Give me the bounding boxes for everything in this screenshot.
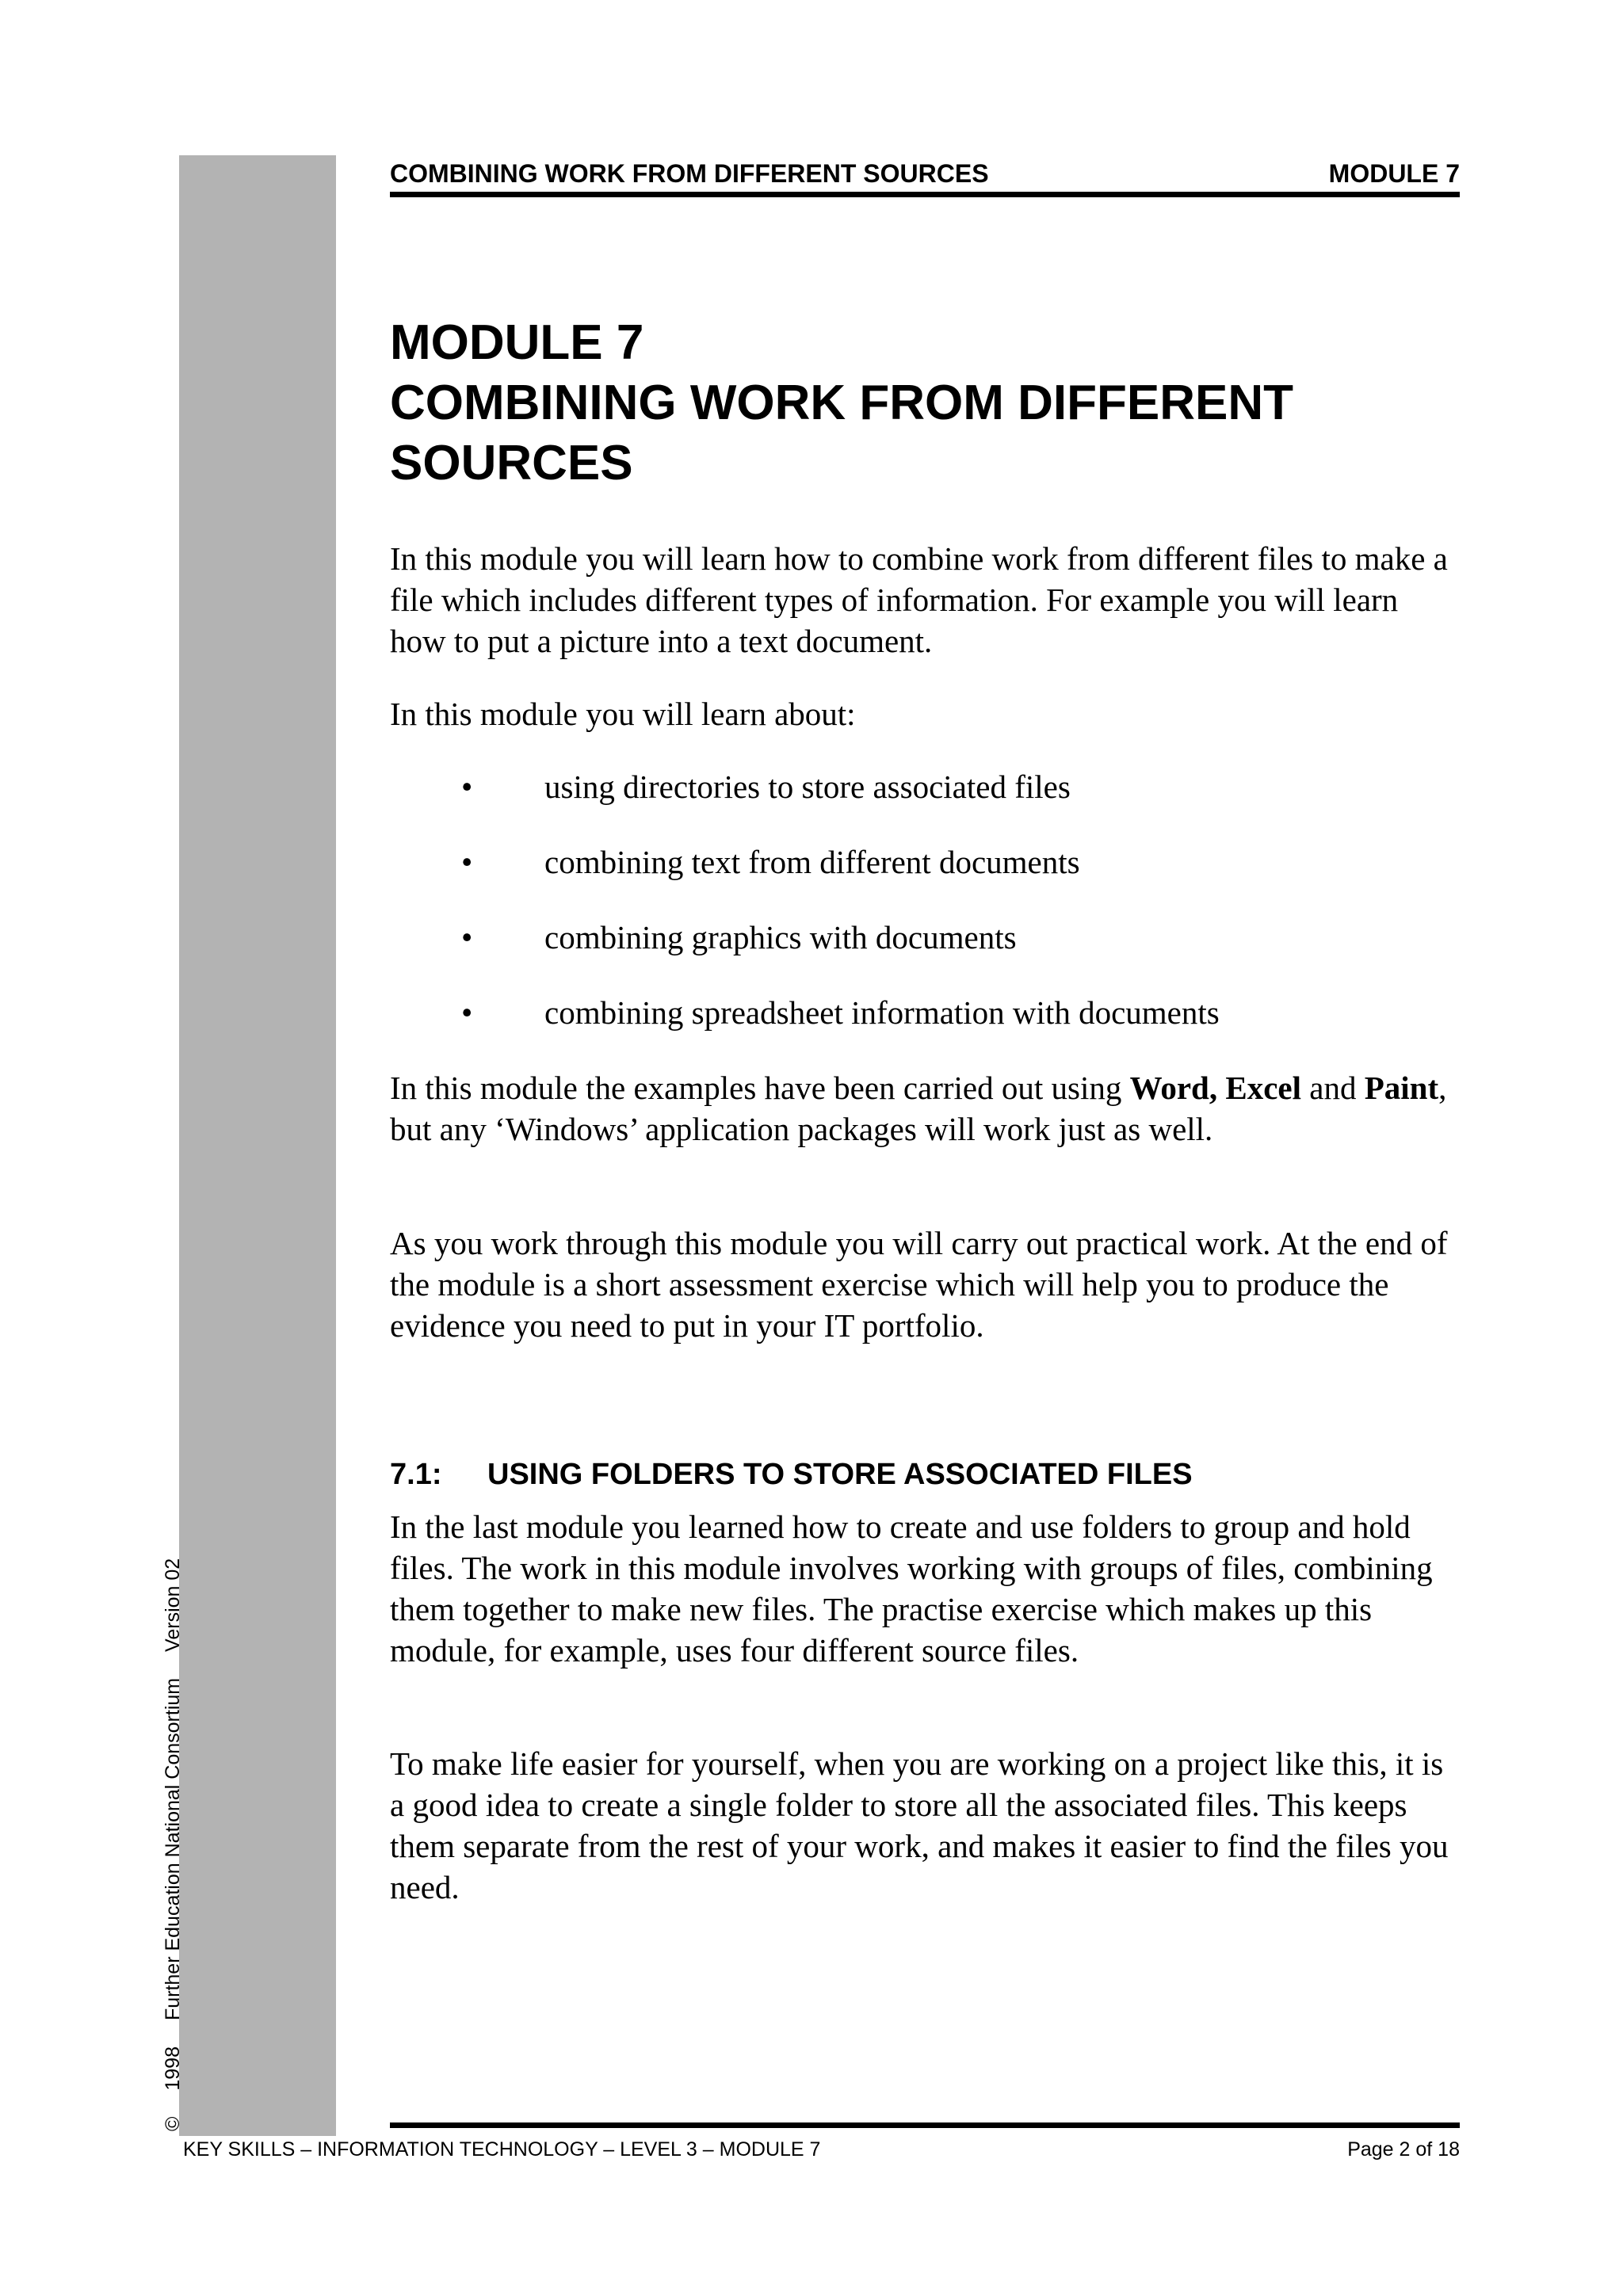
applications-text-part-2: and xyxy=(1301,1070,1365,1106)
bullet-icon: • xyxy=(461,919,473,955)
vertical-copyright-notice xyxy=(161,1558,185,2131)
header-title: COMBINING WORK FROM DIFFERENT SOURCES xyxy=(390,159,989,188)
applications-paragraph xyxy=(390,1067,1460,1150)
module-title-line-1: MODULE 7 xyxy=(390,315,644,370)
footer-course-title: KEY SKILLS – INFORMATION TECHNOLOGY – LEVEL 3 – MODULE 7 xyxy=(183,2138,821,2161)
page-footer xyxy=(179,2135,1460,2164)
copyright-year: 1998 xyxy=(162,2046,184,2091)
learn-about-intro: In this module you will learn about: xyxy=(390,696,856,732)
section-number: 7.1: xyxy=(390,1458,442,1491)
bullet-item xyxy=(390,766,1460,841)
copyright-version: Version 02 xyxy=(162,1558,184,1652)
applications-word-excel: Word, Excel xyxy=(1129,1070,1301,1106)
left-gray-margin-bar xyxy=(179,155,336,2136)
bullet-text: combining graphics with documents xyxy=(544,919,1017,955)
page-header xyxy=(390,155,1460,197)
section-title: USING FOLDERS TO STORE ASSOCIATED FILES xyxy=(487,1458,1193,1491)
bullet-icon: • xyxy=(461,844,473,880)
copyright-icon: © xyxy=(162,2116,184,2131)
bullet-item xyxy=(390,917,1460,992)
header-module: MODULE 7 xyxy=(1328,159,1460,188)
intro-paragraph: In this module you will learn how to combine work from different files to make a file which includes different types of information. For example you will learn how to put a picture into a text document. xyxy=(390,540,1448,659)
folders-paragraph: In the last module you learned how to create and use folders to group and hold files. The work in this module involves working with groups of files, combining them together to make new files. The practise exercise which makes up this module, for example, uses four different source files. xyxy=(390,1508,1433,1669)
footer-divider xyxy=(390,2122,1460,2128)
assessment-paragraph: As you work through this module you will carry out practical work. At the end of the module is a short assessment exercise which will help you to produce the evidence you need to put in your IT portfolio. xyxy=(390,1225,1448,1344)
project-folder-paragraph: To make life easier for yourself, when you are working on a project like this, it is a good idea to create a single folder to store all the associated files. This keeps them separate from the rest of your work, and makes it easier to find the files you need. xyxy=(390,1745,1449,1905)
bullet-item xyxy=(390,992,1460,1067)
bullet-icon: • xyxy=(461,994,473,1031)
module-title xyxy=(390,313,1460,494)
module-title-line-3: SOURCES xyxy=(390,436,633,490)
bullet-text: using directories to store associated files xyxy=(544,769,1071,805)
applications-text-part-3: , but any ‘Windows’ application packages will work just as well. xyxy=(390,1070,1447,1147)
bullet-item xyxy=(390,841,1460,917)
bullet-text: combining spreadsheet information with documents xyxy=(544,994,1220,1031)
module-title-line-2: COMBINING WORK FROM DIFFERENT xyxy=(390,376,1294,430)
footer-page-number: Page 2 of 18 xyxy=(1347,2138,1460,2161)
bullet-text: combining text from different documents xyxy=(544,844,1080,880)
copyright-organisation: Further Education National Consortium xyxy=(162,1677,184,2021)
section-7-1-heading xyxy=(390,1455,1460,1494)
bullet-icon: • xyxy=(461,769,473,805)
applications-paint: Paint xyxy=(1364,1070,1439,1106)
topics-bullet-list xyxy=(390,766,1460,1067)
applications-text-part-1: In this module the examples have been carried out using xyxy=(390,1070,1130,1106)
